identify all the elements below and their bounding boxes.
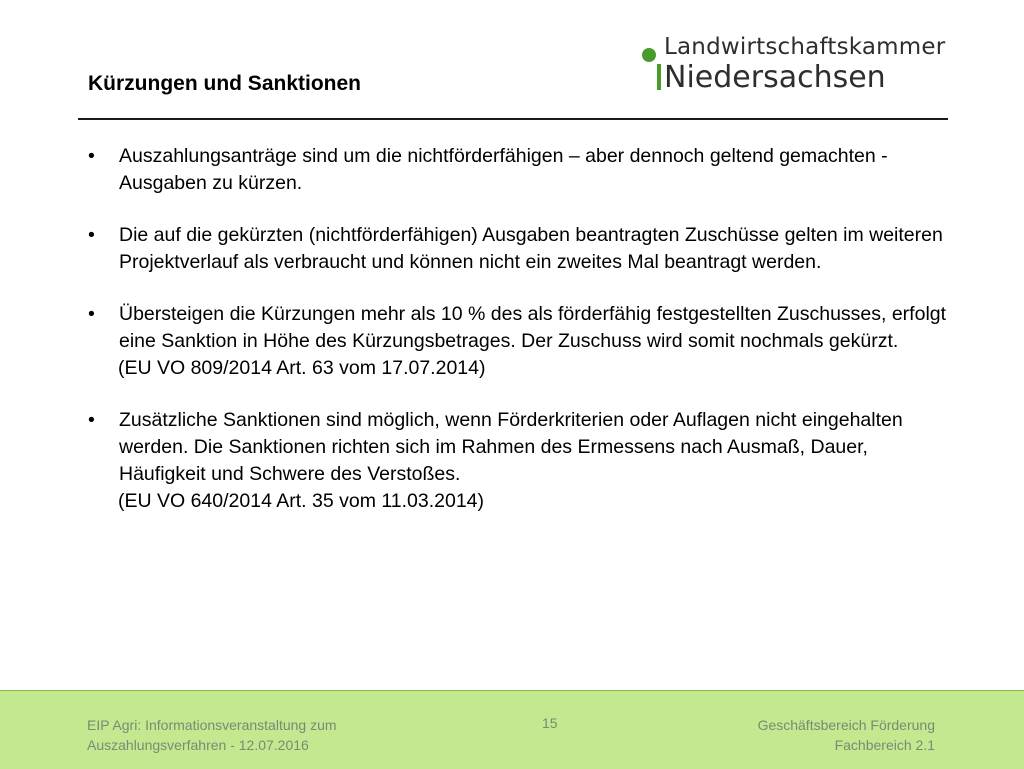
logo-line2: Niedersachsen <box>664 60 886 95</box>
logo-dot <box>642 48 656 62</box>
footer-event-info <box>87 715 337 755</box>
bullet-text: Auszahlungsanträge sind um die nichtförderfähigen – aber dennoch geltend gemachten - Ausgaben zu kürzen. <box>119 145 888 194</box>
logo-bar <box>657 64 661 90</box>
bullet-item <box>88 222 948 276</box>
footer-department-line2: Fachbereich 2.1 <box>834 737 935 753</box>
page-number: 15 <box>542 715 558 731</box>
footer-department <box>758 715 935 755</box>
footer-bar <box>0 690 1024 769</box>
footer-event-line2: Auszahlungsverfahren - 12.07.2016 <box>87 737 309 753</box>
footer-event-line1: EIP Agri: Informationsveranstaltung zum <box>87 717 337 733</box>
bullet-symbol: • <box>88 409 95 431</box>
bullet-item <box>88 143 948 197</box>
bullet-text: Die auf die gekürzten (nichtförderfähigen) Ausgaben beantragten Zuschüsse gelten im weiteren Projektverlauf als verbraucht und können nicht ein zweites Mal beantragt werden. <box>119 224 943 273</box>
bullet-item <box>88 407 948 515</box>
regulation-reference: (EU VO 640/2014 Art. 35 vom 11.03.2014) <box>118 490 485 512</box>
bullet-item <box>88 301 948 382</box>
bullet-text: Zusätzliche Sanktionen sind möglich, wenn Förderkriterien oder Auflagen nicht eingehalten werden. Die Sanktionen richten sich im Rahmen des Ermessens nach Ausmaß, Dauer, Häufigkeit und Schwere des Verstoßes. <box>119 409 903 485</box>
bullet-symbol: • <box>88 145 95 167</box>
logo <box>638 34 958 96</box>
regulation-reference: (EU VO 809/2014 Art. 63 vom 17.07.2014) <box>118 357 486 379</box>
bullet-symbol: • <box>88 303 95 325</box>
bullet-symbol: • <box>88 224 95 246</box>
bullet-list <box>88 143 948 540</box>
logo-line1: Landwirtschaftskammer <box>664 34 946 60</box>
bullet-text: Übersteigen die Kürzungen mehr als 10 % des als förderfähig festgestellten Zuschusses, erfolgt eine Sanktion in Höhe des Kürzungsbetrages. Der Zuschuss wird somit nochmals gekürzt. <box>119 303 947 352</box>
footer-department-line1: Geschäftsbereich Förderung <box>757 717 935 733</box>
title-divider <box>78 118 948 120</box>
slide-title: Kürzungen und Sanktionen <box>88 72 361 95</box>
